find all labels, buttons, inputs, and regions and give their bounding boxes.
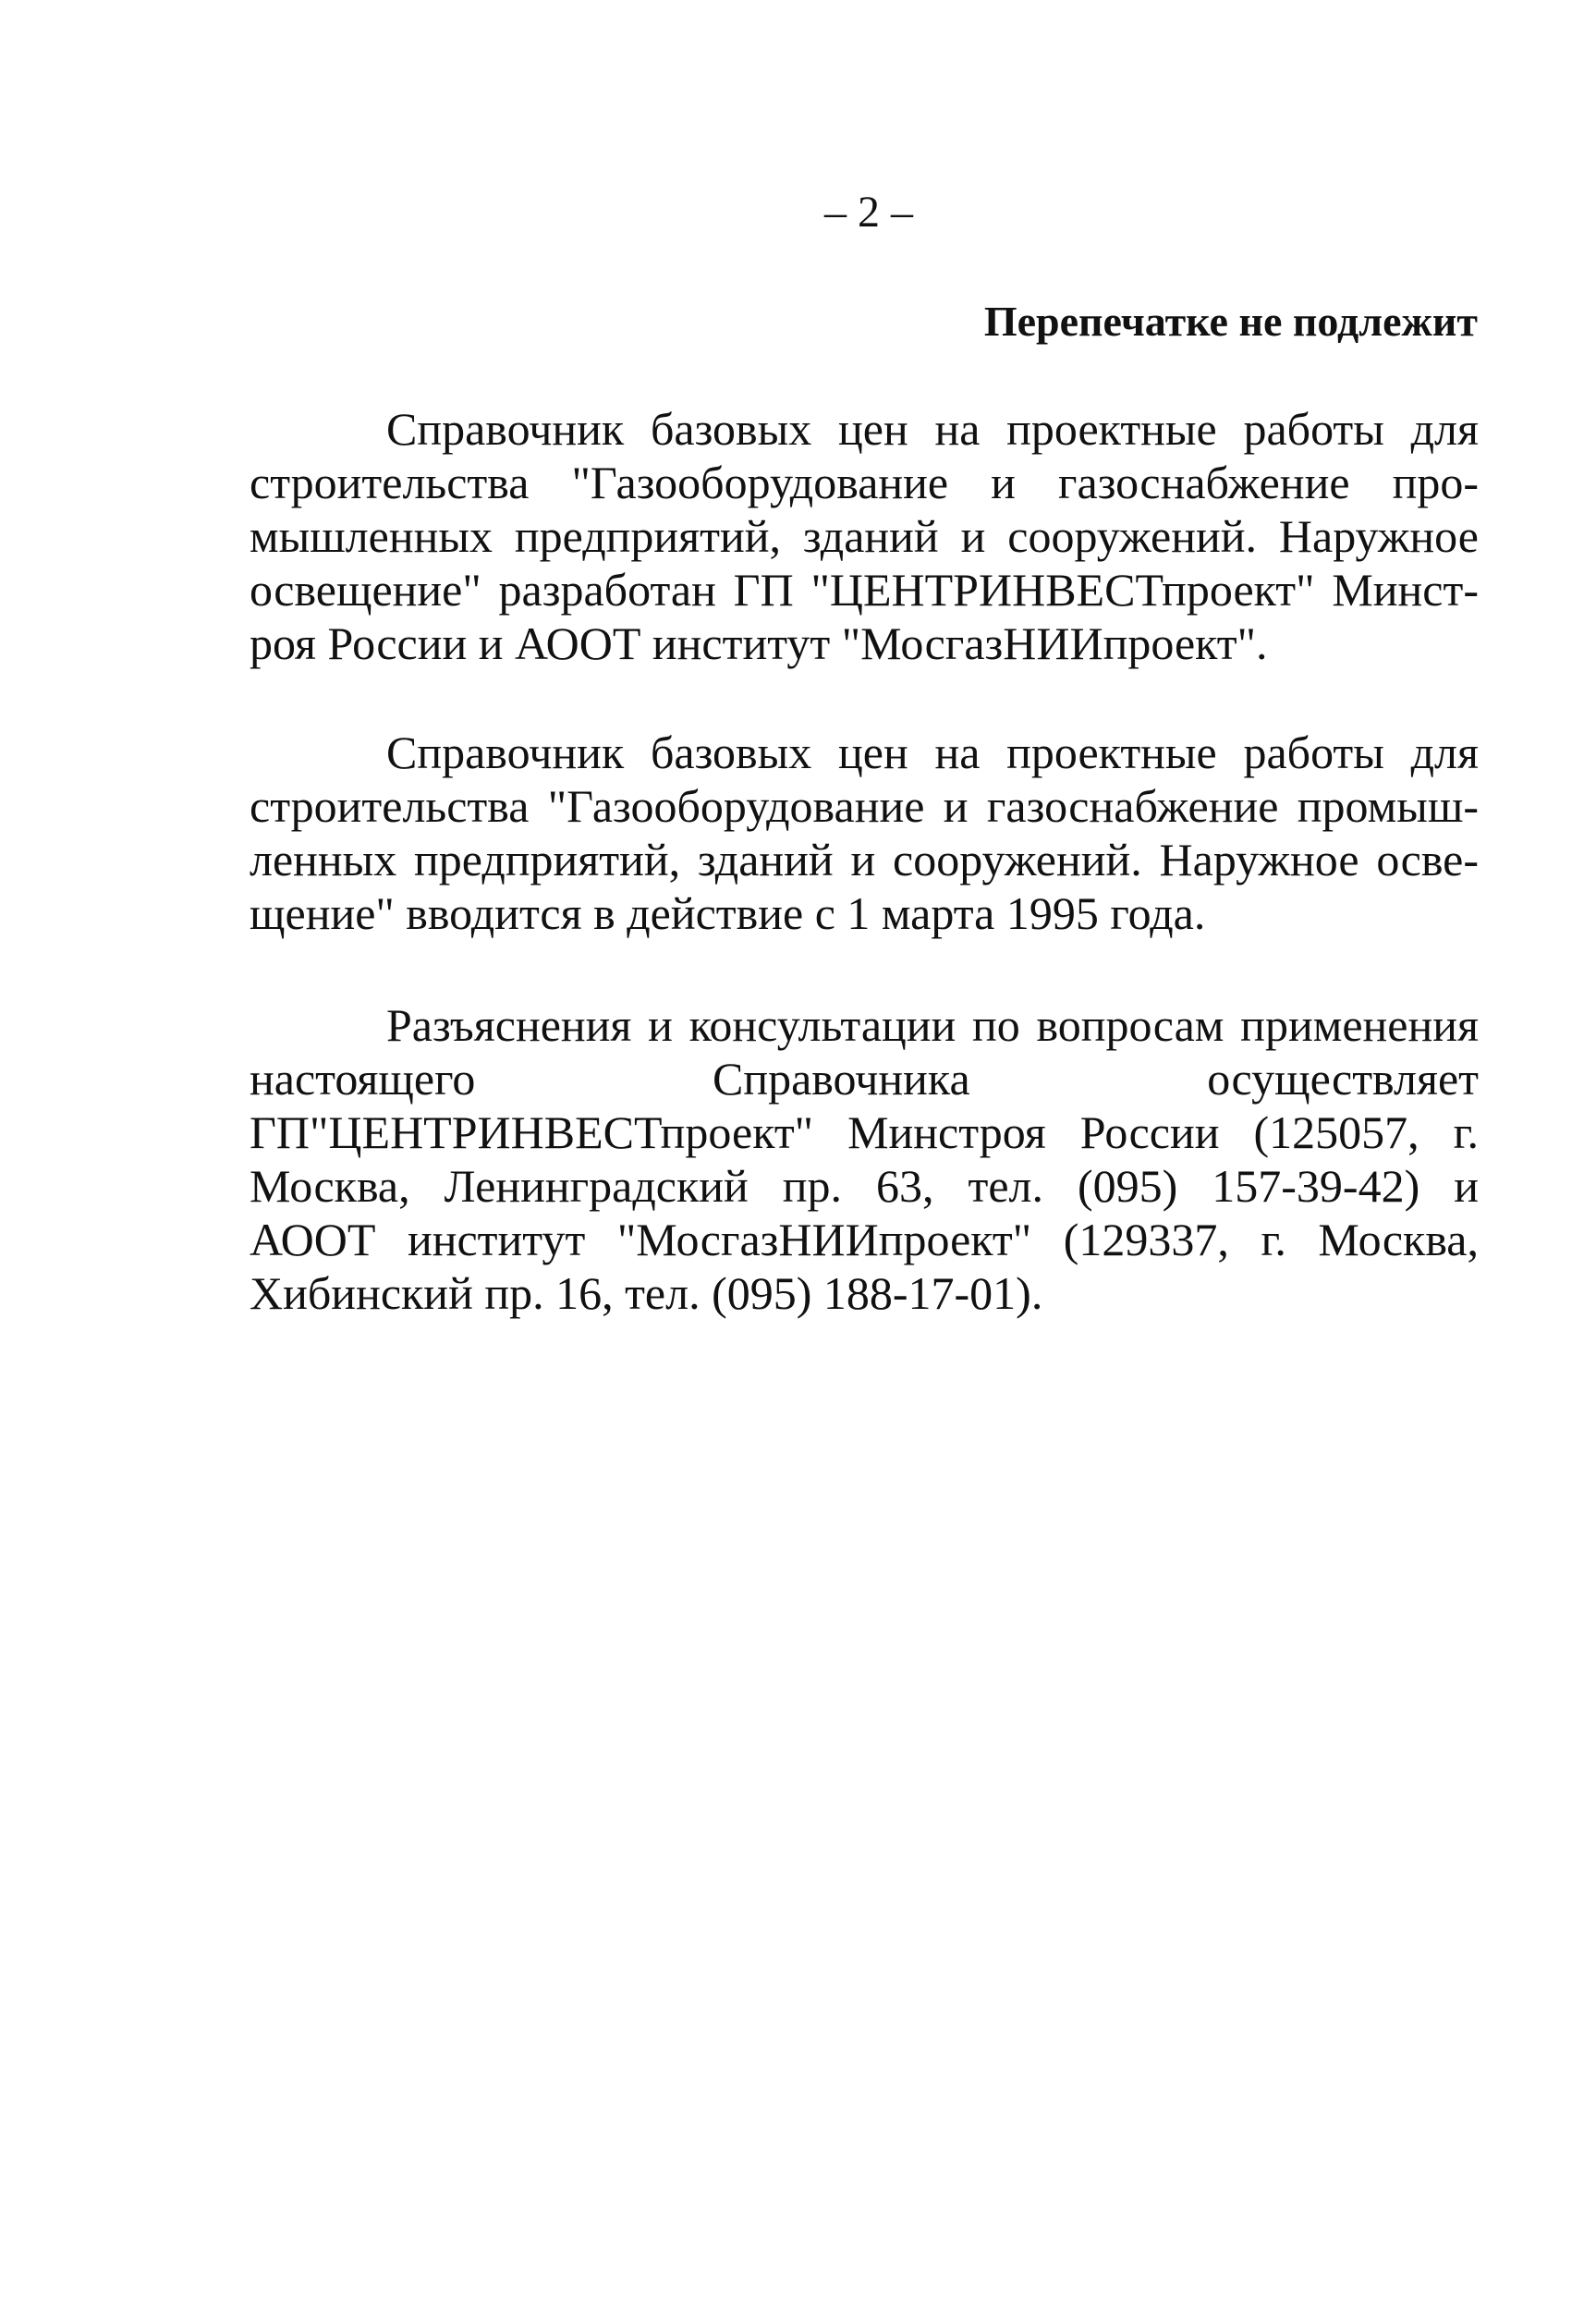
paragraph-line: ГП"ЦЕНТРИНВЕСТпроект" Минстроя России (125057, г. bbox=[250, 1106, 1479, 1158]
paragraph-authors bbox=[250, 402, 1479, 670]
paragraph-line: мышленных предприятий, зданий и сооружений. Наружное bbox=[250, 510, 1479, 562]
paragraph-line: освещение" разработан ГП "ЦЕНТРИНВЕСТпроект" Минст- bbox=[250, 564, 1479, 616]
paragraph-line: АООТ институт "МосгазНИИпроект" (129337, г. Москва, bbox=[250, 1214, 1479, 1265]
reprint-notice: Перепечатке не подлежит bbox=[983, 298, 1478, 345]
paragraph-line: щение" вводится в действие с 1 марта 1995 года. bbox=[250, 887, 1206, 939]
paragraph-contacts bbox=[250, 998, 1479, 1320]
paragraph-effective-date bbox=[250, 726, 1479, 940]
paragraph-line: строительства "Газооборудование и газоснабжение про- bbox=[250, 457, 1479, 508]
paragraph-line: Справочник базовых цен на проектные работы для bbox=[386, 403, 1479, 455]
paragraph-line: Разъяснения и консультации по вопросам применения bbox=[386, 999, 1479, 1051]
paragraph-line: Хибинский пр. 16, тел. (095) 188-17-01). bbox=[250, 1267, 1043, 1319]
paragraph-line: ленных предприятий, зданий и сооружений. Наружное осве- bbox=[250, 834, 1479, 885]
page-number: – 2 – bbox=[824, 188, 913, 237]
paragraph-line: Москва, Ленинградский пр. 63, тел. (095) 157-39-42) и bbox=[250, 1160, 1479, 1212]
paragraph-line: строительства "Газооборудование и газоснабжение промыш- bbox=[250, 780, 1479, 832]
paragraph-line: настоящего Справочника осуществляет bbox=[250, 1053, 1479, 1105]
paragraph-line: Справочник базовых цен на проектные работы для bbox=[386, 727, 1479, 778]
paragraph-line: роя России и АООТ институт "МосгазНИИпроект". bbox=[250, 617, 1268, 669]
